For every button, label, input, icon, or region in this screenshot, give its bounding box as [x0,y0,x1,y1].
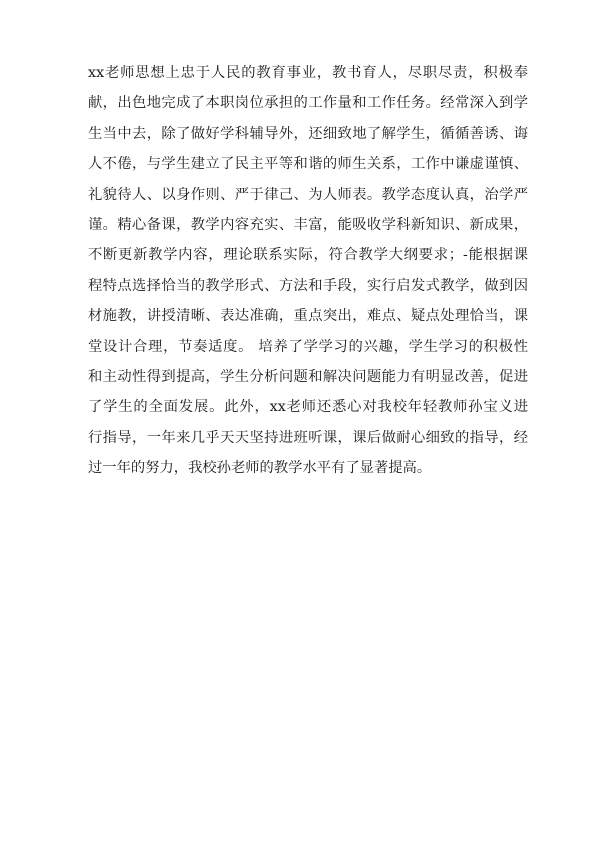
paragraph-line: 行指导，一年来几乎天天坚持进班听课，课后做耐心细致的指导，经 [88,429,528,446]
paragraph-line: 生当中去，除了做好学科辅导外，还细致地了解学生，循循善诱、诲 [88,125,528,142]
paragraph-line: 人不倦，与学生建立了民主平等和谐的师生关系，工作中谦虚谨慎、 [88,156,528,173]
paragraph-line: 程特点选择恰当的教学形式、方法和手段，实行启发式教学，做到因 [88,277,528,294]
paragraph-line: 堂设计合理，节奏适度。 培养了学学习的兴趣，学生学习的积极性 [88,338,528,355]
paragraph-line: 过一年的努力，我校孙老师的教学水平有了显著提高。 [88,460,432,477]
paragraph-line: 谨。精心备课，教学内容充实、丰富，能吸收学科新知识、新成果， [88,216,528,233]
paragraph-line: 不断更新教学内容，理论联系实际，符合教学大纲要求；-能根据课 [88,247,528,264]
paragraph-line: 和主动性得到提高，学生分析问题和解决问题能力有明显改善，促进 [88,368,528,385]
paragraph-line: 了学生的全面发展。此外，xx老师还悉心对我校年轻教师孙宝义进 [88,399,528,416]
body-paragraph [88,58,528,483]
paragraph-line: xx老师思想上忠于人民的教育事业，教书育人，尽职尽责，积极奉 [88,65,528,81]
paragraph-line: 礼貌待人、以身作则、严于律己、为人师表。教学态度认真，治学严 [88,186,528,203]
paragraph-line: 材施教，讲授清晰、表达准确，重点突出，难点、疑点处理恰当，课 [88,308,528,325]
paragraph-line: 献，出色地完成了本职岗位承担的工作量和工作任务。经常深入到学 [88,95,528,112]
